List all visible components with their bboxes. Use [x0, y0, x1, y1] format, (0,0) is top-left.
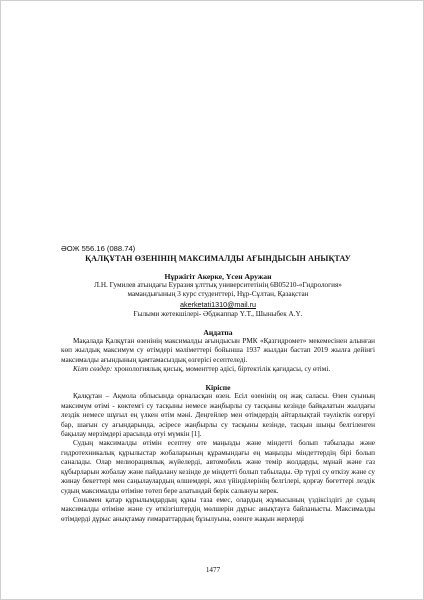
affiliation-line-2: мамандығының 3 курс студенттері, Нұр-Сұлтан, Қазақстан — [127, 290, 309, 299]
intro-heading: Кіріспе — [205, 383, 231, 393]
keywords-label: Кілт сөздер: — [73, 365, 113, 374]
abstract-heading: Аңдатпа — [203, 327, 233, 337]
keywords — [61, 365, 375, 374]
keywords-text: хронологиялық қисық, моменттер әдісі, біртектілік қағидасы, су өтімі. — [112, 365, 331, 374]
email-link[interactable]: akerketati1310@mail.ru — [179, 299, 256, 309]
article-title: ҚАЛҚҰТАН ӨЗЕНІНІҢ МАКСИМАЛДЫ АҒЫНДЫСЫН АНЫҚТАУ — [85, 254, 351, 263]
supervisors: Ғылыми жетекшілері- Әбджаппар Ү.Т., Шыныбек А.Ү. — [133, 309, 303, 318]
abstract-text: Мақалада Қалқұтан өзенінің максималды ағындысын РМК «Қазгидромет» мекемесінен алынған көп жылдық максимум су өтімдері мәліметтері бойынша 1937 жылдан бастап 2019 жылға дейінгі максималды ағындының қамтамасыздық өзгерісі есептеледі. — [61, 336, 375, 364]
author-email — [61, 300, 375, 309]
udc-code: ӘОЖ 556.16 (088.74) — [61, 244, 136, 253]
article-body — [61, 244, 375, 524]
authors: Нұржігіт Акерке, Үсен Аружан — [164, 272, 272, 281]
intro-paragraph-2: Судың максималды өтімін есептеу өте маңызды және міндетті болып табылады және гидротехникалық құрылыстар жобаларының құрамындағы ең маңызды міндеттердің бірі болып саналады. Олар мелиорациялық жүйелерді, автомобиль және темір жолдарды, мұнай және газ құбырларын жобалау және пайдалану кезінде де міндетті болып табылады. Әр түрлі су өткізу және су жинау бекеттері мен саңылаулардың өлшемдері, жол үйінділерінің белгілері, қорғау бөгеттері лездік судың максималды өтіміне төтеп бере алатындай берік салынуы керек. — [61, 439, 375, 495]
affiliation-line-1: Л.Н. Гумилев атындағы Еуразия ұлттық университетінің 6В05210-«Гидрология» — [94, 281, 342, 289]
intro-paragraph-1: Қалқұтан – Ақмола облысында орналасқан өзен. Есіл өзенінің оң жақ саласы. Өзен суының максимум өтімі - көктемгі су тасқыны немесе жаңбырлы су тасқыны кезінде байқалатын жылдағы лездік немесе шұғыл ең үлкен өтім мәні. Деңгейлер мен өтімдердің айтарлықтай тәуліктік өзгеруі бар, шағын су ағындарында, әсіресе жаңбырлы су тасқыны кезінде, тасқын шыңы белгіленген бақылау мерзімдері арасында өтуі мүмкін [1]. — [61, 392, 375, 439]
page-number: 1477 — [205, 566, 221, 574]
intro-paragraph-3: Сонымен қатар құрылымдардың құны таза емес, олардың жұмысының үздіксіздігі де судың максималды өтіміне және су өткізгіштердің мөлшерін дұрыс анықтауға байланысты. Максималды өтімдерді дұрыс анықтамау ғимараттардың бұзылуына, өзенге жақын жерлерді — [61, 495, 375, 523]
